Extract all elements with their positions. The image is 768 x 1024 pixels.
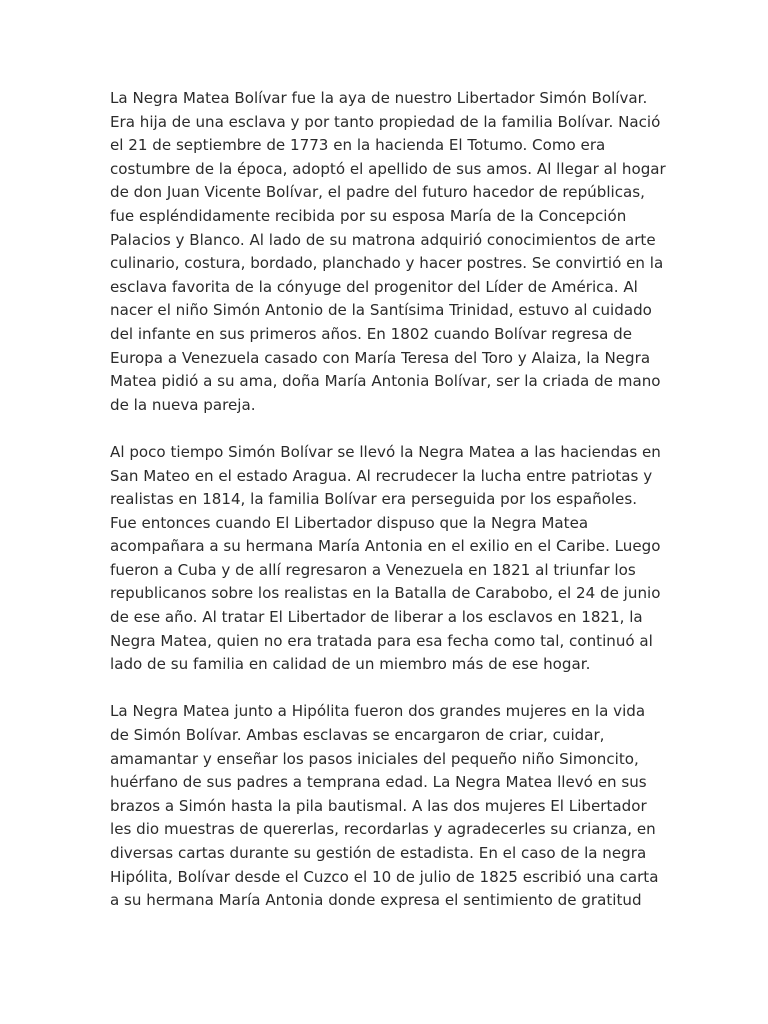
text-line: brazos a Simón hasta la pila bautismal. A las dos mujeres El Libertador [110, 796, 647, 815]
text-line: Matea pidió a su ama, doña María Antonia Bolívar, ser la criada de mano [110, 372, 661, 391]
text-line: Era hija de una esclava y por tanto propiedad de la familia Bolívar. Nació [110, 112, 661, 131]
text-line: costumbre de la época, adoptó el apellido de sus amos. Al llegar al hogar [110, 159, 666, 178]
text-line: San Mateo en el estado Aragua. Al recrudecer la lucha entre patriotas y [110, 466, 653, 485]
text-line: del infante en sus primeros años. En 1802 cuando Bolívar regresa de [110, 324, 632, 343]
text-line: culinario, costura, bordado, planchado y hacer postres. Se convirtió en la [110, 254, 664, 273]
text-line: esclava favorita de la cónyuge del progenitor del Líder de América. Al [110, 277, 638, 296]
text-line: amamantar y enseñar los pasos iniciales del pequeño niño Simoncito, [110, 749, 639, 768]
document-page [110, 87, 670, 936]
text-line: Hipólita, Bolívar desde el Cuzco el 10 de julio de 1825 escribió una carta [110, 867, 659, 886]
text-line: lado de su familia en calidad de un miembro más de ese hogar. [110, 655, 591, 674]
text-line: el 21 de septiembre de 1773 en la hacienda El Totumo. Como era [110, 136, 606, 155]
text-line: fueron a Cuba y de allí regresaron a Venezuela en 1821 al triunfar los [110, 560, 636, 579]
text-line: realistas en 1814, la familia Bolívar era perseguida por los españoles. [110, 490, 638, 509]
text-line: de ese año. Al tratar El Libertador de liberar a los esclavos en 1821, la [110, 608, 643, 627]
text-line: de la nueva pareja. [110, 395, 256, 414]
text-line: de don Juan Vicente Bolívar, el padre del futuro hacedor de repúblicas, [110, 183, 645, 202]
text-line: La Negra Matea junto a Hipólita fueron dos grandes mujeres en la vida [110, 702, 646, 721]
text-line: acompañara a su hermana María Antonia en el exilio en el Caribe. Luego [110, 537, 661, 556]
paragraph-2 [110, 441, 670, 677]
text-line: de Simón Bolívar. Ambas esclavas se encargaron de criar, cuidar, [110, 726, 605, 745]
text-line: huérfano de sus padres a temprana edad. La Negra Matea llevó en sus [110, 773, 647, 792]
text-line: diversas cartas durante su gestión de estadista. En el caso de la negra [110, 844, 647, 862]
text-line: Fue entonces cuando El Libertador dispuso que la Negra Matea [110, 513, 589, 532]
text-line: republicanos sobre los realistas en la Batalla de Carabobo, el 24 de junio [110, 584, 661, 603]
paragraph-1 [110, 87, 670, 417]
text-line: Europa a Venezuela casado con María Teresa del Toro y Alaiza, la Negra [110, 348, 651, 367]
text-line: nacer el niño Simón Antonio de la Santísima Trinidad, estuvo al cuidado [110, 301, 652, 320]
text-line: Al poco tiempo Simón Bolívar se llevó la Negra Matea a las haciendas en [110, 442, 661, 461]
paragraph-3 [110, 700, 670, 912]
text-line: a su hermana María Antonia donde expresa el sentimiento de gratitud [110, 891, 642, 910]
text-line: Negra Matea, quien no era tratada para esa fecha como tal, continuó al [110, 631, 653, 650]
text-line: La Negra Matea Bolívar fue la aya de nuestro Libertador Simón Bolívar. [110, 89, 648, 107]
text-line: les dio muestras de quererlas, recordarlas y agradecerles su crianza, en [110, 820, 656, 839]
text-line: Palacios y Blanco. Al lado de su matrona adquirió conocimientos de arte [110, 230, 656, 249]
text-line: fue espléndidamente recibida por su esposa María de la Concepción [110, 206, 627, 225]
